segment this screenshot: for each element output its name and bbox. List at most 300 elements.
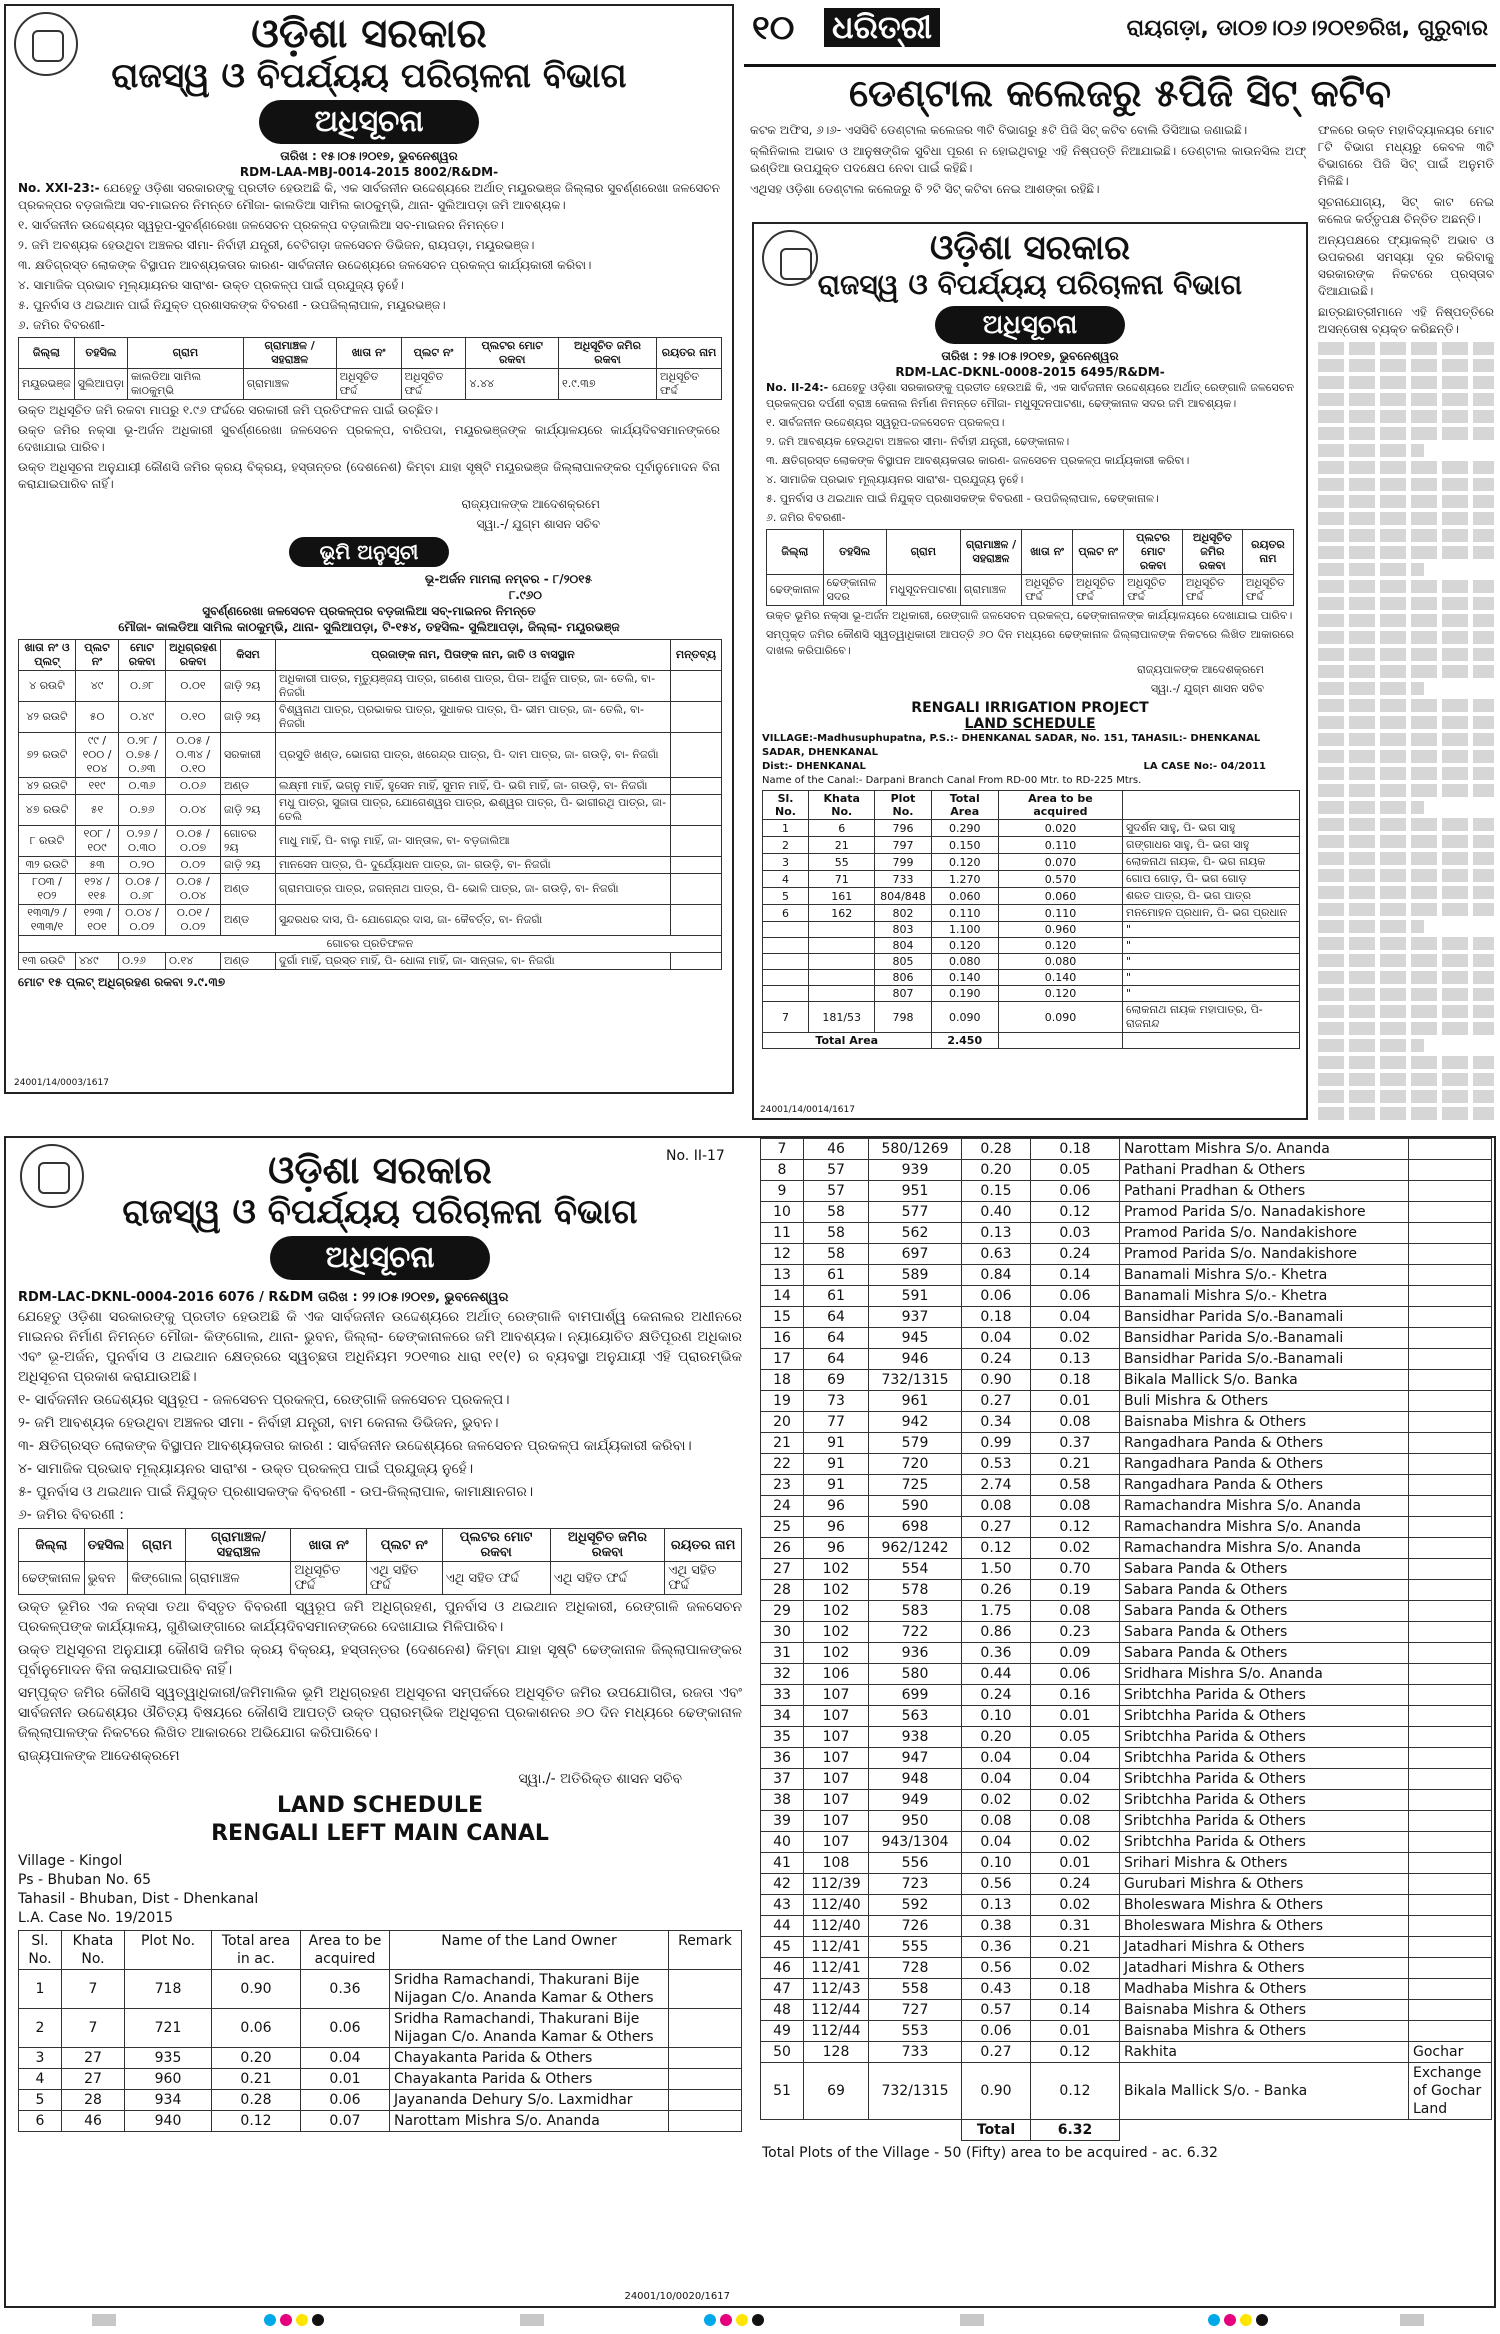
text-line-placeholder: [1318, 733, 1494, 746]
table-cell: 723: [869, 1874, 962, 1895]
table-cell: Narottam Mishra S/o. Ananda: [1120, 1139, 1409, 1160]
table-cell: 64: [804, 1307, 869, 1328]
table-cell: 0.38: [962, 1916, 1031, 1937]
detail-header: ଅଧିସୂଚିତ ଜମିର ରକବା: [1182, 530, 1242, 575]
table-cell: 0.36: [301, 1970, 390, 2009]
table-cell: [763, 970, 809, 986]
table-cell: 0.12: [212, 2111, 301, 2132]
table-cell: ସୁନ୍ଦରଧର ଦାସ, ପି- ଯୋଗେନ୍ଦ୍ର ଦାସ, ଜା- କୈବର୍ତ୍ତ, ବା- ନିଜଗାଁ: [276, 905, 671, 936]
clause: ୧- ସାର୍ବଜନୀନ ଉଦ୍ଦେଶ୍ୟର ସ୍ୱରୂପ - ଜଳସେଚନ ପ୍ରକଳ୍ପ, ରେଙ୍ଗାଳି ଜଳସେଚନ ପ୍ରକଳ୍ପ।: [18, 1392, 510, 1408]
table-row: [761, 1832, 1492, 1853]
news-para: ଏଥିସହ ଓଡ଼ିଶା ଡେଣ୍ଟାଲ କଲେଜରୁ ବି ୨ଟି ସିଟ୍ କଟିବା ନେଇ ଆଶଙ୍କା ରହିଛି।: [750, 182, 1100, 196]
table-cell: 583: [869, 1601, 962, 1622]
table-cell: 0.36: [962, 1937, 1031, 1958]
table-cell: 0.57: [962, 2000, 1031, 2021]
notice-intro: ଯେହେତୁ ଓଡ଼ିଶା ସରକାରଙ୍କୁ ପ୍ରତୀତ ହେଉଅଛି କି, ଏକ ସାର୍ବଜନୀନ ଉଦ୍ଦେଶ୍ୟରେ ଅର୍ଥାତ୍ ରେଙ୍ଗାଳି ଜଳସେଚନ ପ୍ରକଳ୍ପର ଦର୍ପଣୀ ବ୍ରାଞ୍ଚ କେନାଲ ନିର୍ମାଣ ନିମନ୍ତେ ମୌଜା- ମଧୁସୂଦନପାଟଣା, ଢେଙ୍କାନାଳ ସଦର ଜମି ଆବଶ୍ୟକ।: [766, 381, 1294, 410]
schedule-title: ସୁବର୍ଣ୍ଣରେଖା ଜଳସେଚନ ପ୍ରକଳ୍ପର ବଡ଼ଜାଲିଆ ସବ୍-ମାଇନର ନିମନ୍ତେ: [202, 604, 536, 618]
news-para: କ୍ଲିନିକାଲ ଅଭାବ ଓ ଆନୁଷଙ୍ଗିକ ସୁବିଧା ପୂରଣ ନ ହୋଇଥିବାରୁ ଏହି ନିଷ୍ପତ୍ତି ନିଆଯାଇଛି। ଡେଣ୍ଟାଲ କାଉନସିଲ ଅଫ୍ ଇଣ୍ଡିଆ ଉପଯୁକ୍ତ ପଦକ୍ଷେପ ନେବା ପାଇଁ କହିଛି।: [750, 144, 1306, 175]
detail-cell: ଏଥି ସହିତ ଫର୍ଦ୍ଦ: [665, 1562, 742, 1595]
table-cell: 9: [761, 1181, 804, 1202]
table-cell: 0.20: [962, 1727, 1031, 1748]
table-cell: Sridhara Mishra S/o. Ananda: [1120, 1664, 1409, 1685]
table-cell: 0.40: [962, 1202, 1031, 1223]
table-cell: 0.20: [962, 1160, 1031, 1181]
table-cell: 555: [869, 1937, 962, 1958]
news-top-text: [750, 122, 1306, 214]
table-cell: 37: [761, 1769, 804, 1790]
table-cell: 58: [804, 1223, 869, 1244]
table-cell: 1.270: [931, 871, 998, 888]
table-cell: 720: [869, 1454, 962, 1475]
table-cell: 558: [869, 1979, 962, 2000]
table-cell: 0.90: [962, 2063, 1031, 2120]
news-para: ଅନ୍ୟପକ୍ଷରେ ଫ୍ୟାକଲ୍ଟି ଅଭାବ ଓ ଉପକରଣ ସମସ୍ୟା ଦୂର କରିବାକୁ ସରକାରଙ୍କ ନିକଟରେ ପ୍ରସ୍ତାବ ଦିଆଯାଇଛି।: [1318, 233, 1494, 298]
table-cell: 807: [875, 986, 931, 1002]
table-cell: Buli Mishra & Others: [1120, 1391, 1409, 1412]
table-cell: 727: [869, 2000, 962, 2021]
table-row: [761, 2000, 1492, 2021]
text-line-placeholder: [1318, 529, 1494, 542]
table-cell: 69: [804, 2063, 869, 2120]
registration-square-icon: [1400, 2314, 1424, 2326]
text-line-placeholder: [1318, 903, 1494, 916]
table-cell: Rangadhara Panda & Others: [1120, 1454, 1409, 1475]
table-cell: [1409, 1664, 1492, 1685]
text-line-placeholder: [1318, 546, 1494, 559]
table-cell: 0.04: [301, 2048, 390, 2069]
schedule-title: LAND SCHEDULE: [277, 1793, 483, 1818]
table-row: [19, 795, 722, 826]
table-cell: [1409, 1517, 1492, 1538]
table-cell: ": [1123, 970, 1300, 986]
table-cell: 0.21: [212, 2069, 301, 2090]
masthead: [744, 4, 1496, 67]
detail-cell: ଅଧିସୂଚିତ ଫର୍ଦ୍ଦ: [1073, 575, 1124, 606]
detail-cell: ଅଧିସୂଚିତ ଫର୍ଦ୍ଦ: [401, 369, 466, 400]
table-cell: 107: [804, 1832, 869, 1853]
table-cell: 7: [62, 2009, 125, 2048]
table-cell: ୧୦୮ / ୧୦୯: [76, 826, 119, 857]
signatory: ସ୍ୱା.-/ ଯୁଗ୍ମ ଶାସନ ସଚିବ: [1150, 682, 1264, 695]
table-cell: Pramod Parida S/o. Nandakishore: [1120, 1223, 1409, 1244]
table-cell: 30: [761, 1622, 804, 1643]
schedule-label: LAND SCHEDULE: [964, 716, 1096, 732]
table-cell: 590: [869, 1496, 962, 1517]
detail-cell: ମୟୂରଭଞ୍ଜ: [19, 369, 75, 400]
signatory: ସ୍ୱା.-/ ଯୁଗ୍ମ ଶାସନ ସଚିବ: [476, 517, 600, 531]
kingol-schedule-table-left: [18, 1930, 742, 2132]
table-cell: ୭୨ ରଉଟି: [19, 733, 76, 778]
by-order: ରାଜ୍ୟପାଳଙ୍କ ଆଦେଶକ୍ରମେ: [461, 497, 600, 511]
table-cell: [1409, 1307, 1492, 1328]
table-cell: [671, 671, 722, 702]
table-cell: Gochar: [1409, 2042, 1492, 2063]
text-line-placeholder: [1318, 852, 1494, 865]
empty-cell: [1123, 1033, 1300, 1049]
table-cell: 43: [761, 1895, 804, 1916]
table-cell: [1409, 1265, 1492, 1286]
gov-title: ଓଡ଼ିଶା ସରକାର: [251, 11, 487, 57]
notice-ref: RDM-LAA-MBJ-0014-2015 8002/R&DM-: [239, 165, 499, 179]
table-cell: 578: [869, 1580, 962, 1601]
closing-para: ଉକ୍ତ ଅଧିସୂଚନା ଅନୁଯାୟୀ କୌଣସି ଜମିର କ୍ରୟ ବିକ୍ରୟ, ହସ୍ତାନ୍ତର (ଦେଶନେଶ) କିମ୍ବା ଯାହା ସୃଷ୍ଟି ମୟୂରଭଞ୍ଜ ଜିଲ୍ଲାପାଳଙ୍କର ପୂର୍ବାନୁମୋଦନ ବିନା କରାଯାଇପାରିବ ନାହିଁ।: [18, 460, 720, 491]
text-line-placeholder: [1318, 920, 1424, 933]
closing-para: ଉକ୍ତ ଅଧିସୂଚନା ଅନୁଯାୟୀ କୌଣସି ଜମିର କ୍ରୟ ବିକ୍ରୟ, ହସ୍ତାନ୍ତର (ଦେଶନେଶ) କିମ୍ବା ଯାହା ସୃଷ୍ଟି ଢେଙ୍କାନାଳ ଜିଲ୍ଲାପାଳଙ୍କର ପୂର୍ବାନୁମୋଦନ ବିନା କରାଯାଇପାରିବ ନାହିଁ।: [18, 1642, 742, 1678]
notice-closing: [754, 608, 1306, 697]
table-cell: 108: [804, 1853, 869, 1874]
table-cell: 939: [869, 1160, 962, 1181]
detail-cell: ଏଥି ସହିତ ଫର୍ଦ୍ଦ: [366, 1562, 442, 1595]
table-cell: 0.020: [998, 820, 1122, 837]
detail-cell: କାଲଡିଆ ସାମିଲ କାଠକୁମ୍ଭି: [128, 369, 244, 400]
schedule-header: ଖାତା ନଂ ଓ ପ୍ଲଟ୍: [19, 640, 76, 671]
case-text: LA CASE No:- 04/2011: [1143, 761, 1266, 772]
table-cell: Sribtchha Parida & Others: [1120, 1685, 1409, 1706]
table-cell: 55: [809, 854, 875, 871]
rengali-schedule-table: [762, 790, 1300, 1049]
text-line-placeholder: [1318, 767, 1494, 780]
table-cell: [809, 986, 875, 1002]
table-cell: Ramachandra Mishra S/o. Ananda: [1120, 1538, 1409, 1559]
schedule-cell: ୪୪୯: [76, 953, 119, 970]
table-cell: 1.50: [962, 1559, 1031, 1580]
table-cell: ଅଧିକାରୀ ପାତ୍ର, ମୃତ୍ୟୁଞ୍ଜୟ ପାତ୍ର, ଗଣେଶ ପାତ୍ର, ପିତା- ଅର୍ଜୁନ ପାତ୍ର, ଜା- ତେଲି, ବା- ନିଜଗାଁ: [276, 671, 671, 702]
table-cell: 577: [869, 1202, 962, 1223]
table-cell: 91: [804, 1475, 869, 1496]
registration-square-icon: [960, 2314, 984, 2326]
cyan-dot-icon: [704, 2314, 716, 2326]
table-cell: [671, 733, 722, 778]
table-cell: ୮ ରଉଟି: [19, 826, 76, 857]
detail-cell: ୪.୪୪: [466, 369, 559, 400]
table-cell: Pramod Parida S/o. Nanadakishore: [1120, 1202, 1409, 1223]
total-value: 2.450: [931, 1033, 998, 1049]
detail-cell: ଅଧିସୂଚିତ ଫର୍ଦ୍ଦ: [657, 369, 722, 400]
table-cell: [671, 795, 722, 826]
table-cell: ୧୩୩/୨ / ୧୩୩/୧: [19, 905, 76, 936]
table-cell: 0.140: [931, 970, 998, 986]
text-line-placeholder: [1318, 512, 1494, 525]
table-cell: 102: [804, 1580, 869, 1601]
detail-header: ତହସିଲ: [84, 1529, 128, 1562]
clause: ୩. କ୍ଷତିଗ୍ରସ୍ତ ଲୋକଙ୍କ ବିସ୍ଥାପନ ଆବଶ୍ୟକତାର କାରଣ- ଜଳସେଚନ ପ୍ରକଳ୍ପ କାର୍ଯ୍ୟକାରୀ କରିବା।: [766, 454, 1190, 467]
table-cell: 106: [804, 1664, 869, 1685]
table-cell: 34: [761, 1706, 804, 1727]
table-cell: ୦.୨୮ / ୦.୭୫ / ୦.୬୩: [119, 733, 166, 778]
closing-para: ଉକ୍ତ ଜମିର ନକ୍ସା ଭୂ-ଅର୍ଜନ ଅଧିକାରୀ ସୁବର୍ଣ୍ଣରେଖା ଜଳସେଚନ ପ୍ରକଳ୍ପ, ବାରିପଦା, ମୟୂରଭଞ୍ଜଙ୍କ କାର୍ଯ୍ୟାଳୟରେ କାର୍ଯ୍ୟଦିବସମାନଙ୍କରେ ଦେଖାଯାଇ ପାରିବ।: [18, 423, 720, 454]
detail-cell: ଢେଙ୍କାନାଳ: [19, 1562, 85, 1595]
table-cell: [1409, 1454, 1492, 1475]
notice-left-column: [6, 1138, 754, 2306]
detail-header: ଅଧିସୂଚିତ ଜମିର ରକବା: [558, 338, 656, 369]
table-cell: 962/1242: [869, 1538, 962, 1559]
schedule-place: ମୌଜା- କାଲଡିଆ ସାମିଲ କାଠକୁମ୍ଭି, ଥାନା- ସୁଲିଆପଡ଼ା, ଟି-୧୫୪, ତହସିଲ- ସୁଲିଆପଡ଼ା, ଜିଲ୍ଲା- ମୟୂରଭଞ୍ଜ: [118, 620, 620, 634]
table-cell: Pathani Pradhan & Others: [1120, 1181, 1409, 1202]
table-cell: 61: [804, 1265, 869, 1286]
table-cell: 0.01: [1031, 1391, 1120, 1412]
schedule-header: Total area in ac.: [212, 1931, 301, 1970]
table-cell: 0.06: [1031, 1286, 1120, 1307]
table-cell: 69: [804, 1370, 869, 1391]
table-cell: 1: [19, 1970, 62, 2009]
detail-cell: ଅଧିସୂଚିତ ଫର୍ଦ୍ଦ: [1242, 575, 1293, 606]
text-line-placeholder: [1318, 886, 1494, 899]
table-cell: 948: [869, 1769, 962, 1790]
table-row: [763, 1002, 1300, 1033]
table-cell: Madhaba Mishra & Others: [1120, 1979, 1409, 2000]
detail-cell: ଅଧିସୂଚିତ ଫର୍ଦ୍ଦ: [1022, 575, 1073, 606]
table-cell: 0.26: [962, 1580, 1031, 1601]
table-row: [761, 1517, 1492, 1538]
table-cell: 803: [875, 922, 931, 938]
table-cell: 107: [804, 1811, 869, 1832]
total-label: Total: [962, 2120, 1031, 2141]
table-cell: Jayananda Dehury S/o. Laxmidhar: [390, 2090, 669, 2111]
table-cell: ଶରତ ପାତ୍ର, ପି- ଭଗ ପାତ୍ର: [1123, 888, 1300, 905]
table-cell: 0.06: [212, 2009, 301, 2048]
detail-cell: ଢେଙ୍କାନାଳ ସଦର: [823, 575, 886, 606]
detail-header: ଖାତା ନଂ: [291, 1529, 366, 1562]
table-cell: ୦.୧୦: [166, 702, 221, 733]
table-cell: 3: [19, 2048, 62, 2069]
table-cell: ମନମୋହନ ପ୍ରଧାନ, ପି- ଭଗ ପ୍ରଧାନ: [1123, 905, 1300, 922]
table-cell: ୦.୦୨: [166, 857, 221, 874]
table-row: [761, 1937, 1492, 1958]
table-cell: 553: [869, 2021, 962, 2042]
detail-header: ଅଧିସୂଚିତ ଜମିର ରକବା: [550, 1529, 665, 1562]
table-row: [761, 1433, 1492, 1454]
table-cell: [1409, 1895, 1492, 1916]
table-cell: Sabara Panda & Others: [1120, 1580, 1409, 1601]
table-cell: 934: [125, 2090, 212, 2111]
table-cell: 0.09: [1031, 1643, 1120, 1664]
table-cell: 0.15: [962, 1181, 1031, 1202]
table-cell: Sabara Panda & Others: [1120, 1559, 1409, 1580]
news-headline: ଡେଣ୍ଟାଲ କଲେଜରୁ ୫ପିଜି ସିଟ୍ କଟିବ: [849, 71, 1391, 115]
table-cell: Exchange of Gochar Land: [1409, 2063, 1492, 2120]
table-cell: 27: [62, 2069, 125, 2090]
table-cell: 57: [804, 1181, 869, 1202]
table-cell: 27: [62, 2048, 125, 2069]
table-cell: 721: [125, 2009, 212, 2048]
table-cell: 951: [869, 1181, 962, 1202]
dept-title: ରାଜସ୍ୱ ଓ ବିପର୍ଯ୍ୟୟ ପରିଚାଳନା ବିଭାଗ: [122, 1192, 638, 1232]
table-cell: 0.28: [212, 2090, 301, 2111]
table-cell: 0.24: [962, 1349, 1031, 1370]
schedule-header: ମୋଟ ରକବା: [119, 640, 166, 671]
schedule-header: [1123, 791, 1300, 820]
table-cell: 0.04: [962, 1328, 1031, 1349]
table-cell: 0.01: [1031, 1706, 1120, 1727]
news-para: କଟକ ଅଫିସ, ୬।୬- ଏସସିବି ଡେଣ୍ଟାଲ କଲେଜର ୩ଟି ବିଭାଗରୁ ୫ଟି ପିଜି ସିଟ୍ କଟିବ ବୋଲି ଡିସିଆଇ ଜଣାଇଛି।: [750, 123, 1248, 137]
table-cell: 947: [869, 1748, 962, 1769]
land-detail-table: [766, 529, 1294, 606]
table-cell: [1409, 1349, 1492, 1370]
text-line-placeholder: [1318, 648, 1494, 661]
table-cell: Baisnaba Mishra & Others: [1120, 1412, 1409, 1433]
empty-cell: [998, 1033, 1122, 1049]
table-cell: [1409, 1370, 1492, 1391]
schedule-cell: [671, 953, 722, 970]
table-cell: ଜାଡ଼ି ୨ୟ: [221, 671, 276, 702]
table-cell: Sabara Panda & Others: [1120, 1601, 1409, 1622]
clause: ୬. ଜମିର ବିବରଣୀ-: [18, 318, 105, 332]
clause: ୩. କ୍ଷତିଗ୍ରସ୍ତ ଲୋକଙ୍କ ବିସ୍ଥାପନ ଆବଶ୍ୟକତାର କାରଣ- ସାର୍ବଜନୀନ ଉଦ୍ଦେଶ୍ୟରେ ଜଳସେଚନ ପ୍ରକଳ୍ପ କାର୍ଯ୍ୟକାରୀ କରିବା।: [18, 258, 592, 272]
table-cell: ଅଣ୍ଡ: [221, 905, 276, 936]
table-cell: 21: [809, 837, 875, 854]
table-cell: 0.01: [1031, 2021, 1120, 2042]
table-cell: Bansidhar Parida S/o.-Banamali: [1120, 1307, 1409, 1328]
table-cell: ୦.୦୪: [166, 795, 221, 826]
detail-header: ପ୍ଲଟ ନଂ: [401, 338, 466, 369]
table-cell: 96: [804, 1538, 869, 1559]
table-cell: 12: [761, 1244, 804, 1265]
black-dot-icon: [312, 2314, 324, 2326]
detail-header: ତହସିଲ: [74, 338, 127, 369]
detail-header: ଖାତା ନଂ: [1022, 530, 1073, 575]
cyan-dot-icon: [1208, 2314, 1220, 2326]
table-cell: 112/40: [804, 1916, 869, 1937]
table-cell: 0.03: [1031, 1223, 1120, 1244]
notice-date: ତାରିଖ : ୨୫।୦୫।୨୦୧୭, ଭୁବନେଶ୍ୱର: [941, 349, 1119, 363]
table-cell: 8: [761, 1160, 804, 1181]
table-cell: ୦.୦୪ / ୦.୦୨: [119, 905, 166, 936]
table-cell: 38: [761, 1790, 804, 1811]
table-cell: 44: [761, 1916, 804, 1937]
table-cell: 0.12: [1031, 1517, 1120, 1538]
table-row: [763, 837, 1300, 854]
clause: ୪- ସାମାଜିକ ପ୍ରଭାବ ମୂଲ୍ୟାୟନର ସାରାଂଶ - ଉକ୍ତ ପ୍ରକଳ୍ପ ପାଇଁ ପ୍ରଯୁଜ୍ୟ ନୁହେଁ।: [18, 1461, 474, 1477]
table-cell: Sabara Panda & Others: [1120, 1643, 1409, 1664]
text-line-placeholder: [1318, 716, 1494, 729]
schedule-header: Plot No.: [125, 1931, 212, 1970]
table-cell: ୦.୦୫ / ୦.୩୪ / ୦.୧୦: [166, 733, 221, 778]
table-row: [19, 671, 722, 702]
table-cell: ପ୍ରସୁତି ଖଣ୍ଡ, ଭୋଗରା ପାତ୍ର, ଖରେନ୍ଦ୍ର ପାତ୍ର, ପି- ଦାମ ପାତ୍ର, ଜା- ଗଉଡ଼ି, ବା- ନିଜଗାଁ: [276, 733, 671, 778]
table-cell: 0.01: [1031, 1853, 1120, 1874]
table-cell: 20: [761, 1412, 804, 1433]
table-cell: 0.70: [1031, 1559, 1120, 1580]
table-cell: Chayakanta Parida & Others: [390, 2048, 669, 2069]
detail-cell: ଅଧିସୂଚିତ ଫର୍ଦ୍ଦ: [1124, 575, 1183, 606]
text-line-placeholder: [1318, 665, 1494, 678]
table-cell: [763, 954, 809, 970]
yellow-dot-icon: [296, 2314, 308, 2326]
table-cell: 77: [804, 1412, 869, 1433]
schedule-header: Plot No.: [875, 791, 931, 820]
table-cell: 0.060: [998, 888, 1122, 905]
table-row: [761, 1874, 1492, 1895]
gov-title: ଓଡ଼ିଶା ସରକାର: [929, 228, 1131, 268]
magenta-dot-icon: [720, 2314, 732, 2326]
table-cell: 112/43: [804, 1979, 869, 2000]
table-cell: ଲୋକନାଥ ନାୟକ ମହାପାତ୍ର, ପି- ରାଜନାନ୍ଦ: [1123, 1002, 1300, 1033]
table-cell: 107: [804, 1706, 869, 1727]
clause: ୨. ଜମି ଅବଶ୍ୟକ ହେଉଥିବା ଅଞ୍ଚଳର ସୀମା- ନିର୍ବାହୀ ଯନ୍ତ୍ରୀ, ବେଟିଗଡ଼ା ଜଳସେଚନ ଡିଭିଜନ, ରାୟପଡ଼ା, ମୟୂରଭଞ୍ଜ।: [18, 238, 535, 252]
text-line-placeholder: [1318, 1022, 1494, 1035]
text-line-placeholder: [1318, 342, 1494, 355]
text-line-placeholder: [1318, 614, 1494, 627]
table-cell: 697: [869, 1244, 962, 1265]
table-cell: 0.06: [1031, 1664, 1120, 1685]
table-row: [19, 733, 722, 778]
table-cell: 5: [19, 2090, 62, 2111]
clause: ୪. ସାମାଜିକ ପ୍ରଭାବ ମୂଲ୍ୟାୟନର ସାରାଂଶ- ପ୍ରଯୁଜ୍ୟ ନୁହେଁ।: [766, 473, 1024, 486]
table-cell: 45: [761, 1937, 804, 1958]
detail-header: ପ୍ଲଟର ମୋଟ ରକବା: [442, 1529, 550, 1562]
table-cell: 50: [761, 2042, 804, 2063]
black-dot-icon: [1256, 2314, 1268, 2326]
table-cell: 102: [804, 1643, 869, 1664]
table-cell: 589: [869, 1265, 962, 1286]
table-cell: [1409, 1286, 1492, 1307]
table-cell: 181/53: [809, 1002, 875, 1033]
table-cell: 579: [869, 1433, 962, 1454]
table-cell: 0.24: [1031, 1874, 1120, 1895]
clause: ୪. ସାମାଜିକ ପ୍ରଭାବ ମୂଲ୍ୟାୟନର ସାରାଂଶ- ଉକ୍ତ ପ୍ରକଳ୍ପ ପାଇଁ ପ୍ରଯୁଜ୍ୟ ନୁହେଁ।: [18, 278, 404, 292]
text-line-placeholder: [1318, 1107, 1494, 1120]
table-cell: ୫୧: [76, 795, 119, 826]
table-cell: 797: [875, 837, 931, 854]
notice-ref: RDM-LAC-DKNL-0008-2015 6495/R&DM-: [895, 365, 1165, 379]
table-row: [19, 905, 722, 936]
table-cell: 937: [869, 1307, 962, 1328]
table-cell: Banamali Mishra S/o.- Khetra: [1120, 1265, 1409, 1286]
table-cell: [671, 857, 722, 874]
table-cell: 0.080: [931, 954, 998, 970]
table-row: [761, 1328, 1492, 1349]
table-cell: 0.21: [1031, 1937, 1120, 1958]
table-row: [19, 2111, 742, 2132]
table-cell: [1409, 1811, 1492, 1832]
clause: ୧. ସାର୍ବଜନୀନ ଉଦ୍ଦେଶ୍ୟର ସ୍ୱରୂପ-ଜଳସେଚନ ପ୍ରକଳ୍ପ।: [766, 416, 1005, 429]
notification-badge: ଅଧିସୂଚନା: [270, 1236, 490, 1280]
table-cell: 0.10: [962, 1706, 1031, 1727]
table-row: [761, 2021, 1492, 2042]
table-row: [761, 1706, 1492, 1727]
table-cell: [1409, 1916, 1492, 1937]
table-cell: 7: [62, 1970, 125, 2009]
table-cell: [1409, 1874, 1492, 1895]
table-cell: [671, 702, 722, 733]
table-cell: ୦.୦୬: [166, 778, 221, 795]
table-cell: ସରକାରୀ: [221, 733, 276, 778]
table-row: [19, 702, 722, 733]
table-cell: ୦.୦୫ / ୦.୦୪: [166, 874, 221, 905]
table-cell: [1409, 1496, 1492, 1517]
detail-header: ରୟତର ନାମ: [1242, 530, 1293, 575]
table-cell: ମାନସେନ ପାତ୍ର, ପି- ଦୁର୍ଯ୍ୟୋଧନ ପାତ୍ର, ଜା- ଗଉଡ଼ି, ବା- ନିଜଗାଁ: [276, 857, 671, 874]
table-cell: 0.24: [962, 1685, 1031, 1706]
notice-3: [4, 1136, 1496, 2308]
table-cell: 0.06: [962, 1286, 1031, 1307]
table-row: [761, 1790, 1492, 1811]
table-cell: 2.74: [962, 1475, 1031, 1496]
table-cell: 0.13: [1031, 1349, 1120, 1370]
table-cell: 64: [804, 1328, 869, 1349]
table-cell: 4: [763, 871, 809, 888]
table-cell: [1409, 1853, 1492, 1874]
table-cell: 0.90: [212, 1970, 301, 2009]
table-cell: 940: [125, 2111, 212, 2132]
table-cell: 0.090: [931, 1002, 998, 1033]
schedule-header: Remark: [669, 1931, 742, 1970]
table-cell: ୯୯ / ୧୦୦ / ୧୦୪: [76, 733, 119, 778]
clause: ୫. ପୁନର୍ବାସ ଓ ଥଇଥାନ ପାଇଁ ନିଯୁକ୍ତ ପ୍ରଶାସକଙ୍କ ବିବରଣୀ - ଉପଜିଲ୍ଲାପାଳ, ଢେଙ୍କାନାଳ।: [766, 492, 1159, 505]
table-cell: Pramod Parida S/o. Nandakishore: [1120, 1244, 1409, 1265]
table-cell: 0.110: [931, 905, 998, 922]
table-row: [761, 1664, 1492, 1685]
